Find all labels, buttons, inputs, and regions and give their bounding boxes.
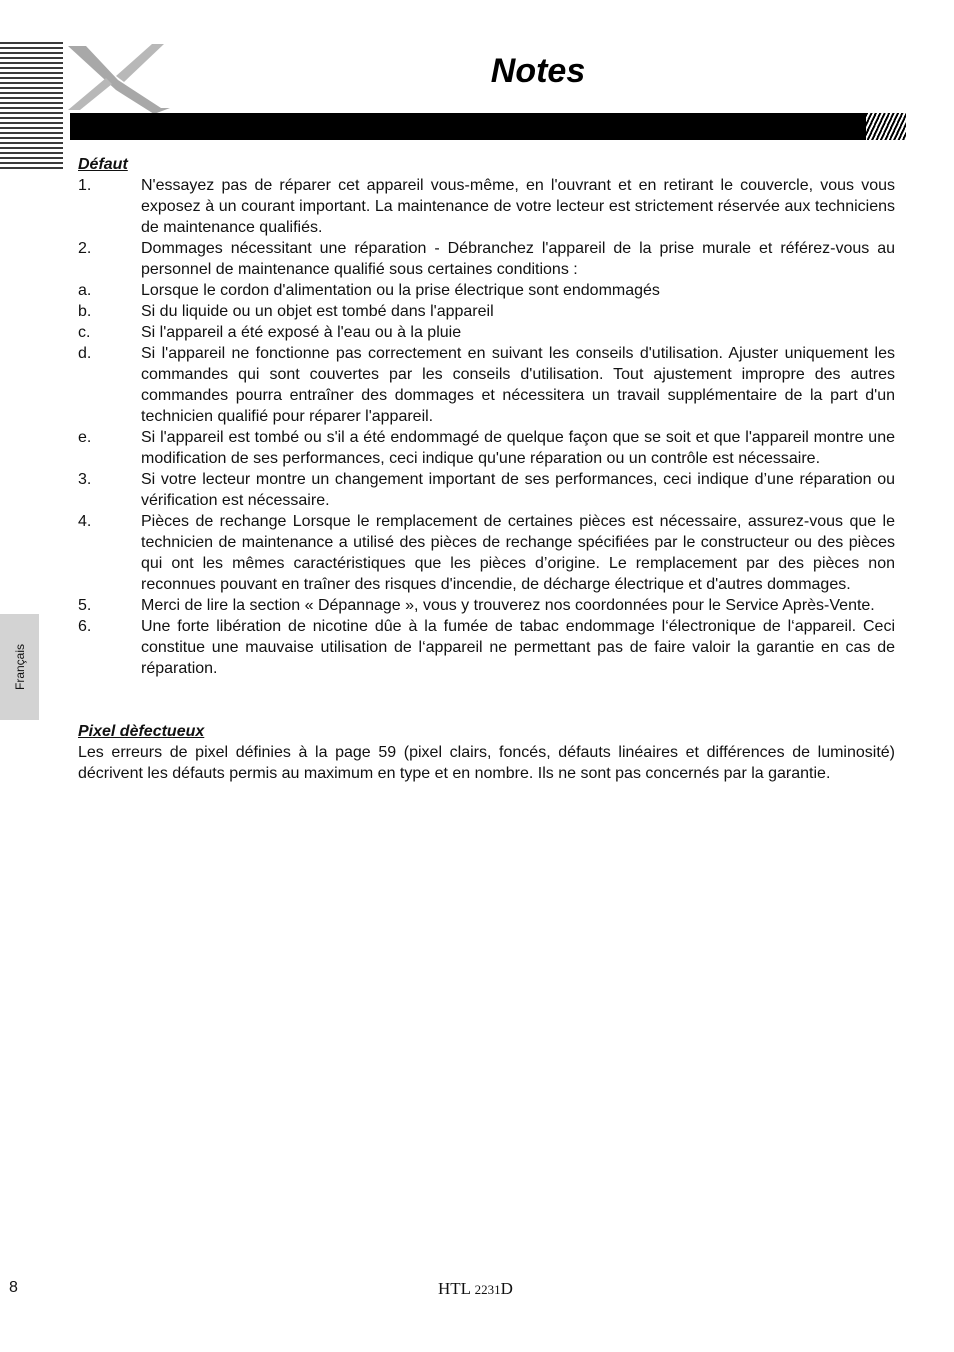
list-item <box>78 280 895 301</box>
list-item-text: Si l'appareil est tombé ou s'il a été endommagé de quelque façon que se soit et que l'appareil montre une modification de ses performances, ceci indique qu'une réparation ou un contrôle est nécessaire. <box>141 429 895 467</box>
header-bar-pattern <box>866 113 906 140</box>
list-item-text: Si l'appareil ne fonctionne pas correctement en suivant les conseils d'utilisation. Ajuster uniquement les commandes qui sont couvertes par les conseils d'utilisation. Tout ajustement impropre des autres commandes pourra entraîner des dommages et nécessitera un travail supplémentaire de la part d'un technicien qualifié pour réparer l'appareil. <box>141 345 895 425</box>
list-item <box>78 469 895 511</box>
list-item <box>78 238 895 280</box>
list-item-label: 3. <box>78 471 92 488</box>
list-item-label: 1. <box>78 177 92 194</box>
pixel-paragraph: Les erreurs de pixel définies à la page 59 (pixel clairs, foncés, défauts linéaires et différences de luminosité) décrivent les défauts permis au maximum en type et en nombre. Ils ne sont pas concernés par la garantie. <box>78 744 895 782</box>
page-title: Notes <box>490 52 586 90</box>
list-item-label: a. <box>78 282 92 299</box>
page-number: 8 <box>9 1279 18 1296</box>
list-item <box>78 175 895 238</box>
list-item-text: Merci de lire la section « Dépannage », vous y trouverez nos coordonnées pour le Service Après-Vente. <box>141 597 875 614</box>
language-tab-label: Français <box>12 643 27 691</box>
list-item <box>78 595 895 616</box>
list-item <box>78 301 895 322</box>
list-item-text: Une forte libération de nicotine dûe à la fumée de tabac endommage l‘électronique de l‘appareil. Ceci constitue une mauvaise utilisation de l‘appareil ne permettant pas de faire valoir la garantie en cas de réparation. <box>141 618 895 677</box>
model-prefix: HTL <box>438 1279 475 1298</box>
list-item-label: 5. <box>78 597 92 614</box>
list-item-label: b. <box>78 303 92 320</box>
list-item <box>78 427 895 469</box>
list-item-text: N'essayez pas de réparer cet appareil vous-même, en l'ouvrant et en retirant le couvercle, vous vous exposez à un courant important. La maintenance de votre lecteur est strictement réservée aux techniciens de maintenance qualifiés. <box>141 177 895 236</box>
list-item-text: Si du liquide ou un objet est tombé dans l'appareil <box>141 303 494 320</box>
list-item-text: Lorsque le cordon d'alimentation ou la prise électrique sont endommagés <box>141 282 660 299</box>
list-item-text: Si votre lecteur montre un changement important de ses performances, ceci indique d’une réparation ou vérification est nécessaire. <box>141 471 895 509</box>
list-item-text: Dommages nécessitant une réparation - Débranchez l'appareil de la prise murale et référez-vous au personnel de maintenance qualifié sous certaines conditions : <box>141 240 895 278</box>
section-heading-defaut: Défaut <box>78 156 128 173</box>
section-pixel <box>78 721 895 784</box>
list-item-label: 6. <box>78 618 92 635</box>
section-heading-pixel: Pixel dèfectueux <box>78 723 205 740</box>
list-item-label: d. <box>78 345 92 362</box>
list-item-label: c. <box>78 324 91 341</box>
model-number: 2231 <box>474 1282 501 1297</box>
model-suffix: D <box>500 1279 513 1298</box>
language-tab <box>0 614 39 720</box>
list-item-label: e. <box>78 429 92 446</box>
list-item <box>78 322 895 343</box>
list-item-text: Si l'appareil a été exposé à l'eau ou à la pluie <box>141 324 462 341</box>
list-item <box>78 616 895 679</box>
list-item <box>78 511 895 595</box>
list-item-label: 2. <box>78 240 92 257</box>
list-item-label: 4. <box>78 513 92 530</box>
main-content <box>78 154 895 784</box>
model-name <box>438 1279 513 1299</box>
header-bar <box>70 113 906 140</box>
list-item <box>78 343 895 427</box>
list-item-text: Pièces de rechange Lorsque le remplacement de certaines pièces est nécessaire, assurez-vous que le technicien de maintenance a utilisé des pièces de rechange spécifiées par le constructeur ou des pièces qui ont les mêmes caractéristiques que les pièces d’origine. Le remplacement par des pièces non reconnues pouvant en traîner des risques d'incendie, de décharge électrique et d'autres dommages. <box>141 513 895 593</box>
defaut-list <box>78 175 895 679</box>
